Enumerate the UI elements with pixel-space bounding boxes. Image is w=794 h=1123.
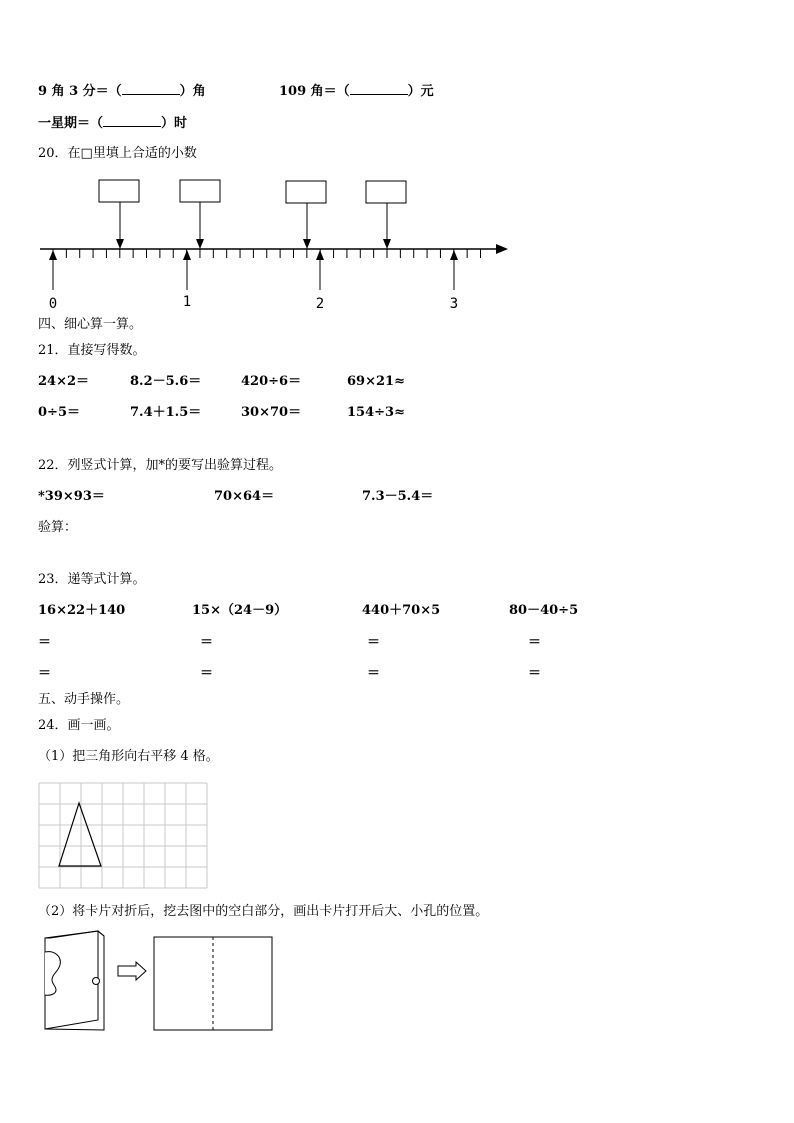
tick-label-1: 1	[182, 294, 192, 310]
conversion-2-right: ）元	[407, 84, 434, 99]
question-21-title: 21．直接写得数。	[38, 343, 146, 358]
q23-eq-2a: ＝	[200, 635, 214, 650]
q23-eq-4b: ＝	[528, 666, 542, 681]
conversion-1-left: 9 角 3 分＝（	[38, 84, 122, 99]
q21-r2-c1: 0÷5＝	[38, 405, 80, 420]
conversion-3-right: ）时	[161, 116, 188, 131]
q21-r1-c1: 24×2＝	[38, 374, 90, 389]
q21-r2-c4: 154÷3≈	[347, 405, 405, 420]
q23-item-4: 80－40÷5	[509, 603, 579, 618]
check-label: 验算：	[38, 520, 78, 535]
q22-item-2: 70×64＝	[214, 489, 275, 504]
question-20-title: 20．在□里填上合适的小数	[38, 146, 197, 161]
question-24-part-2: （2）将卡片对折后，挖去图中的空白部分，画出卡片打开后大、小孔的位置。	[38, 904, 489, 919]
integer-marker-1	[183, 250, 191, 290]
q23-item-2: 15×（24－9）	[192, 603, 288, 618]
triangle-shape	[59, 803, 101, 866]
q23-eq-2b: ＝	[200, 666, 214, 681]
q21-r1-c4: 69×21≈	[347, 374, 405, 389]
small-hole-cutout	[93, 978, 100, 985]
unfolded-card-drawing-area[interactable]	[154, 937, 272, 1030]
conversion-2-left: 109 角＝（	[279, 84, 350, 99]
integer-marker-3	[450, 250, 458, 290]
answer-box-3[interactable]	[286, 181, 326, 249]
conversion-3-left: 一星期＝（	[38, 116, 104, 131]
answer-box-2[interactable]	[180, 180, 220, 249]
q22-item-3: 7.3－5.4＝	[362, 489, 434, 504]
tick-label-0: 0	[48, 296, 58, 312]
grid-lines	[39, 783, 207, 888]
right-arrow-icon	[118, 962, 146, 980]
answer-box-1[interactable]	[99, 180, 139, 249]
q23-item-3: 440＋70×5	[362, 603, 441, 618]
number-line-minor-ticks	[53, 249, 481, 258]
question-22-title: 22．列竖式计算，加*的要写出验算过程。	[38, 458, 283, 473]
question-24-title: 24．画一画。	[38, 718, 120, 733]
q21-r2-c2: 7.4＋1.5＝	[130, 405, 202, 420]
number-line-figure	[0, 0, 794, 320]
q23-eq-4a: ＝	[528, 635, 542, 650]
tick-label-2: 2	[315, 296, 325, 312]
q22-item-1: *39×93＝	[38, 489, 105, 504]
tick-label-3: 3	[449, 296, 459, 312]
q23-eq-1b: ＝	[38, 666, 52, 681]
number-line-arrowhead	[496, 244, 508, 254]
q23-eq-1a: ＝	[38, 635, 52, 650]
integer-marker-2	[316, 250, 324, 290]
question-24-part-1: （1）把三角形向右平移 4 格。	[38, 749, 219, 764]
folded-card-figure	[38, 928, 278, 1038]
question-23-title: 23．递等式计算。	[38, 572, 146, 587]
q23-eq-3b: ＝	[367, 666, 381, 681]
folded-card	[45, 931, 104, 1030]
q21-r2-c3: 30×70＝	[241, 405, 302, 420]
section-5-heading: 五、动手操作。	[38, 692, 130, 707]
section-4-heading: 四、细心算一算。	[38, 317, 143, 332]
q23-eq-3a: ＝	[367, 635, 381, 650]
q21-r1-c2: 8.2－5.6＝	[130, 374, 202, 389]
answer-box-4[interactable]	[366, 181, 406, 249]
conversion-1-right: ）角	[179, 84, 206, 99]
q21-r1-c3: 420÷6＝	[241, 374, 302, 389]
grid-triangle-figure[interactable]	[38, 782, 208, 888]
integer-marker-0	[49, 250, 57, 290]
q23-item-1: 16×22＋140	[38, 603, 126, 618]
